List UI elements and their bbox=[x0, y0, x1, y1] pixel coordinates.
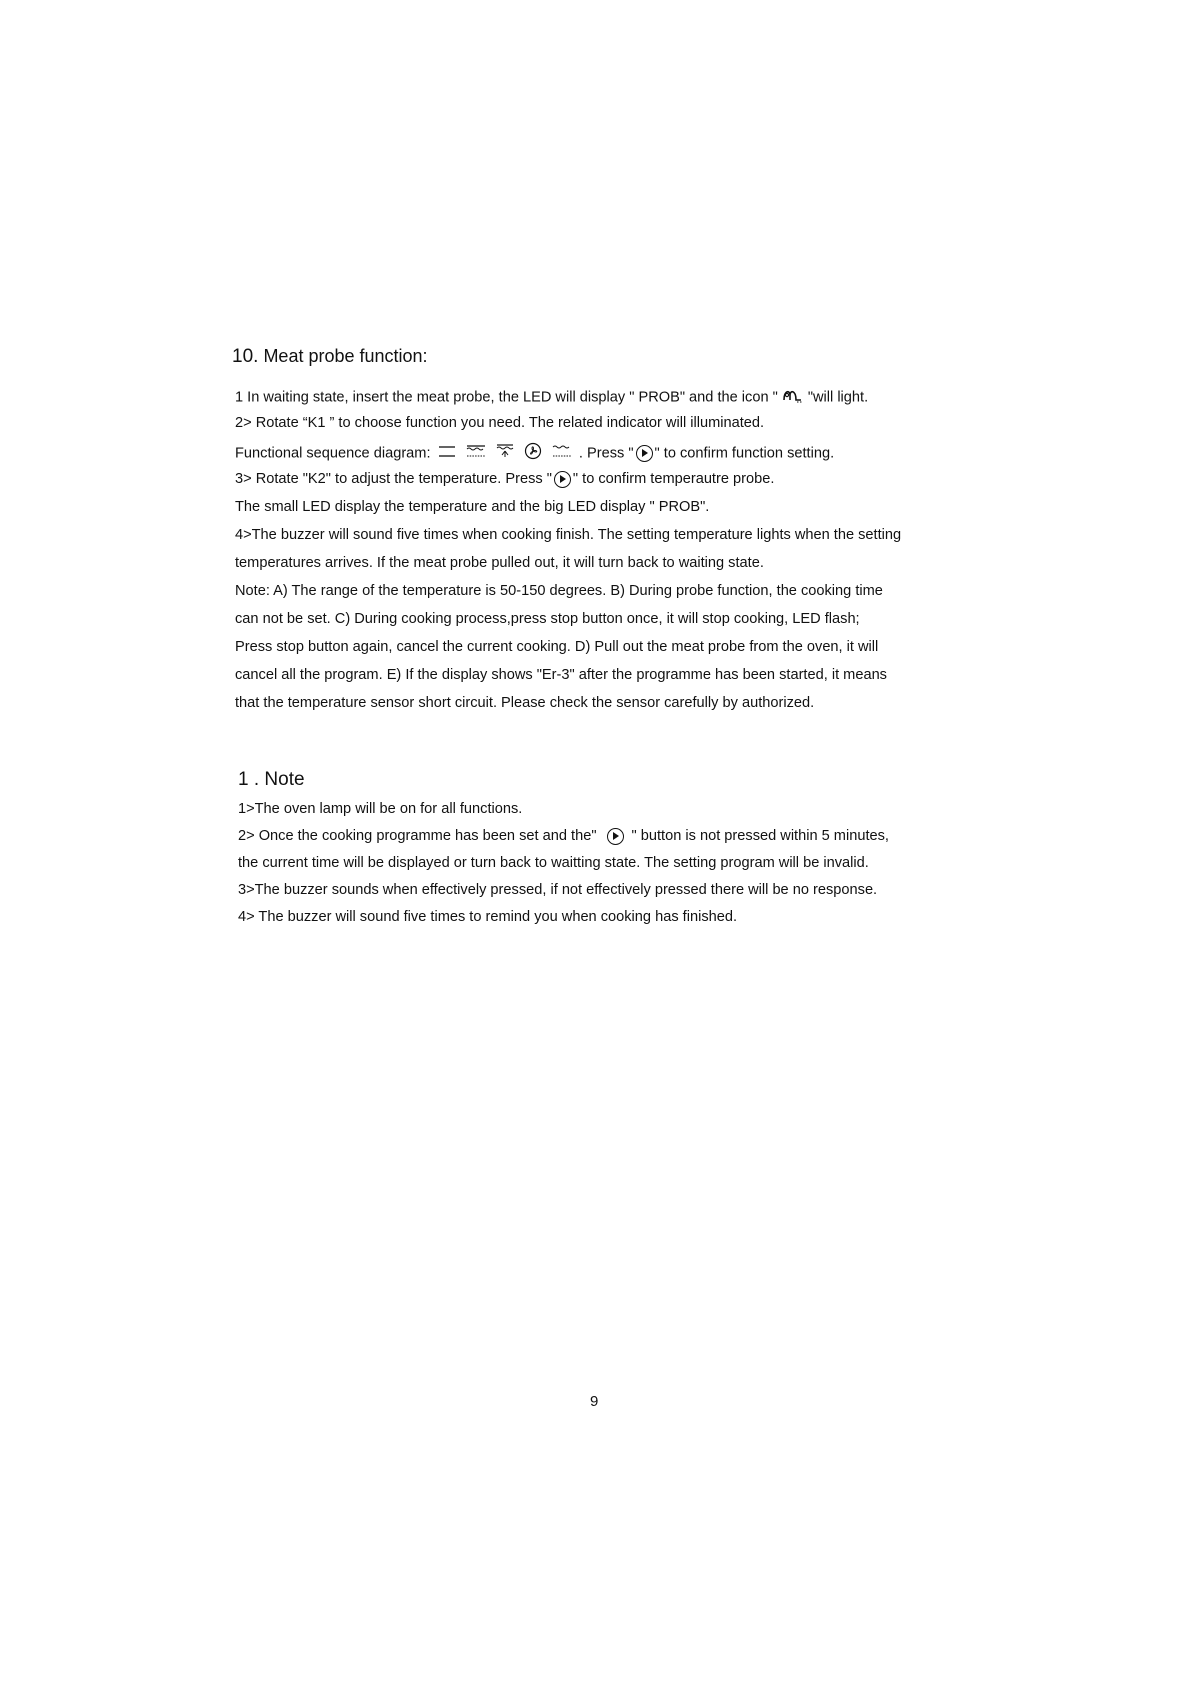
probe-step-1 bbox=[235, 386, 868, 409]
probe-step-3-text: 3> Rotate "K2" to adjust the temperature. Press " bbox=[235, 471, 552, 487]
bottom-heat-icon bbox=[438, 444, 456, 463]
fan-icon bbox=[524, 442, 542, 465]
top-heat-icon bbox=[552, 444, 572, 463]
start-button-icon bbox=[554, 471, 571, 488]
start-button-icon bbox=[636, 445, 653, 462]
grill-fan-icon bbox=[496, 443, 514, 464]
probe-note-line-3: Press stop button again, cancel the current cooking. D) Pull out the meat probe from the oven, it will bbox=[235, 639, 879, 655]
probe-step-2: 2> Rotate “K1 ” to choose function you need. The related indicator will illuminated. bbox=[235, 415, 765, 431]
probe-step-1-end: "will light. bbox=[807, 389, 869, 406]
sequence-confirm-text: " to confirm function setting. bbox=[654, 445, 835, 462]
note-item-3: 3>The buzzer sounds when effectively pressed, if not effectively pressed there will be no response. bbox=[238, 882, 878, 898]
note-item-4: 4> The buzzer will sound five times to remind you when cooking has finished. bbox=[238, 909, 738, 925]
section-heading-note: 1 . Note bbox=[238, 769, 305, 790]
probe-sequence-line bbox=[235, 442, 834, 465]
note-item-2-cont: the current time will be displayed or turn back to waitting state. The setting program will be invalid. bbox=[238, 855, 869, 871]
probe-step-1-text: 1 In waiting state, insert the meat probe, the LED will display " PROB" and the icon " bbox=[235, 389, 778, 406]
probe-note-line-1: Note: A) The range of the temperature is 50-150 degrees. B) During probe function, the cooking time bbox=[235, 583, 883, 599]
probe-note-line-4: cancel all the program. E) If the display shows "Er-3" after the programme has been started, it means bbox=[235, 667, 887, 683]
section-number: 10. bbox=[232, 346, 259, 367]
probe-led-info: The small LED display the temperature and the big LED display " PROB". bbox=[235, 499, 710, 515]
top-bottom-heat-icon bbox=[466, 444, 486, 463]
probe-step-4: 4>The buzzer will sound five times when cooking finish. The setting temperature lights when the setting bbox=[235, 527, 902, 543]
sequence-label: Functional sequence diagram: bbox=[235, 445, 431, 462]
probe-step-3 bbox=[235, 470, 774, 488]
note-item-1: 1>The oven lamp will be on for all functions. bbox=[238, 801, 523, 817]
page-number: 9 bbox=[590, 1393, 599, 1410]
start-button-icon bbox=[607, 828, 624, 845]
probe-step-3-end: " to confirm temperautre probe. bbox=[572, 471, 775, 487]
section-heading-meat-probe bbox=[232, 346, 428, 368]
note-item-2 bbox=[238, 827, 889, 845]
probe-step-4-cont: temperatures arrives. If the meat probe pulled out, it will turn back to waiting state. bbox=[235, 555, 764, 571]
probe-note-line-2: can not be set. C) During cooking process,press stop button once, it will stop cooking, LED flash; bbox=[235, 611, 860, 627]
meat-probe-icon bbox=[781, 386, 805, 409]
section-title: Meat probe function: bbox=[263, 346, 428, 366]
probe-note-line-5: that the temperature sensor short circuit. Please check the sensor carefully by authorized. bbox=[235, 695, 815, 711]
note-item-2-text: 2> Once the cooking programme has been set and the" bbox=[238, 828, 597, 844]
note-item-2-end: " button is not pressed within 5 minutes, bbox=[631, 828, 889, 844]
sequence-press-text: . Press " bbox=[578, 445, 634, 462]
